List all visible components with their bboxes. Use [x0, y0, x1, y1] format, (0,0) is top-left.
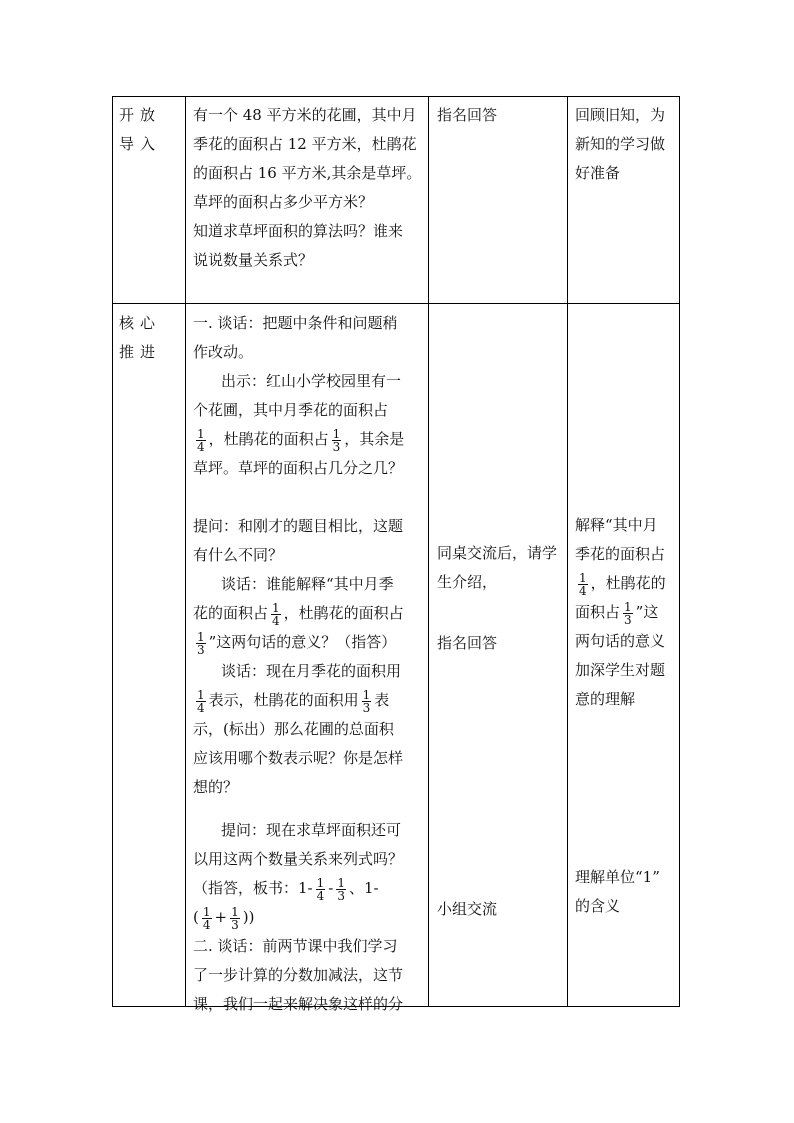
fraction-third: $\frac{1}{3}$	[337, 875, 345, 903]
content-line: 草坪的面积占多少平方米？	[193, 193, 374, 211]
content-line: 应该用哪个数表示呢？你是怎样	[193, 749, 404, 767]
fraction-third: $\frac{1}{3}$	[332, 426, 341, 454]
activity-line: 同桌交流后，请学	[437, 544, 558, 562]
intent-line: $\frac{1}{4}$ ，杜鹃花的	[579, 570, 666, 598]
intent-line: 新知的学习做	[575, 135, 666, 153]
fraction-quarter: $\frac{1}{4}$	[272, 600, 280, 628]
column-divider	[185, 97, 186, 1006]
row-divider	[113, 303, 679, 304]
content-line: 课，我们一起来解决象这样的分	[193, 995, 404, 1013]
content-line: 出示：红山小学校园里有一	[221, 372, 402, 390]
intent-line: 解释“其中月	[575, 516, 658, 534]
content-line: 的面积占 16 平方米,其余是草坪。	[193, 164, 422, 182]
fraction-quarter: $\frac{1}{4}$	[197, 687, 205, 715]
core-content	[193, 309, 427, 1019]
intent-line: 回顾旧知，为	[575, 106, 666, 124]
content-line: 季花的面积占 12 平方米，杜鹃花	[193, 135, 417, 153]
content-line: 花的面积占 $\frac{1}{4}$ ，杜鹃花的面积占	[193, 600, 404, 628]
intent-line: 意的理解	[575, 690, 636, 708]
stage-label-core-advance: 核心推进	[119, 314, 162, 361]
core-student-activity-1	[437, 539, 565, 597]
intent-line: 季花的面积占	[575, 545, 666, 563]
core-student-activity-2: 指名回答	[437, 634, 498, 652]
fraction-third: $\frac{1}{3}$	[362, 687, 371, 715]
fraction-third: $\frac{1}{3}$	[231, 904, 239, 932]
content-line: $\frac{1}{4}$ 表示，杜鹃花的面积用 $\frac{1}{3}$ 表	[197, 687, 390, 715]
content-line: 提问：现在求草坪面积还可	[221, 821, 402, 839]
content-line: （指答，板书：1- $\frac{1}{4}$ - $\frac{1}{3}$ 、1-	[193, 875, 379, 903]
content-line: 草坪。草坪的面积占几分之几？	[193, 459, 404, 477]
intent-line: 加深学生对题	[575, 661, 666, 679]
content-line: 有一个 48 平方米的花圃，其中月	[193, 106, 417, 124]
lesson-plan-table	[112, 96, 680, 1013]
content-line: 示，(标出）那么花圃的总面积	[193, 720, 394, 738]
content-line: 了一步计算的分数加减法，这节	[193, 966, 404, 984]
activity-line: 生介绍，	[437, 573, 498, 591]
intent-line: 两句话的意义	[575, 632, 666, 650]
content-line: $\frac{1}{3}$ ”这两句话的意义？（指答）	[197, 629, 397, 657]
fraction-third: $\frac{1}{3}$	[624, 599, 632, 627]
content-line: 提问：和刚才的题目相比，这题	[193, 517, 404, 535]
content-line: $\frac{1}{4}$ ，杜鹃花的面积占 $\frac{1}{3}$ ，其余是	[197, 426, 405, 454]
fraction-third: $\frac{1}{3}$	[197, 629, 205, 657]
intro-design-intent	[575, 101, 679, 188]
content-line: 知道求草坪面积的算法吗？谁来	[193, 222, 404, 240]
content-line: 一. 谈话：把题中条件和问题稍	[193, 314, 398, 332]
core-student-activity-3: 小组交流	[437, 900, 498, 918]
content-line: 个花圃，其中月季花的面积占	[193, 401, 389, 419]
content-line: 说说数量关系式？	[193, 251, 314, 269]
intro-content	[193, 101, 425, 275]
intent-line: 理解单位“1”	[575, 868, 660, 886]
column-divider	[428, 97, 429, 1006]
content-line: 谈话：现在月季花的面积用	[221, 662, 402, 680]
core-design-intent-1	[575, 511, 679, 714]
content-line: 有什么不同？	[193, 546, 284, 564]
content-line: 以用这两个数量关系来列式吗？	[193, 850, 404, 868]
content-line: 二. 谈话：前两节课中我们学习	[193, 937, 398, 955]
fraction-quarter: $\frac{1}{4}$	[316, 875, 325, 903]
content-line: 谈话：谁能解释“其中月季	[221, 575, 394, 593]
content-line: 作改动。	[193, 343, 254, 361]
core-design-intent-2	[575, 863, 679, 921]
content-line: ( $\frac{1}{4}$ + $\frac{1}{3}$ ))	[193, 904, 255, 932]
content-line: 想的？	[193, 778, 239, 796]
stage-label-open-intro: 开放导入	[119, 106, 162, 153]
intent-line: 面积占 $\frac{1}{3}$ ”这	[575, 599, 659, 627]
fraction-quarter: $\frac{1}{4}$	[579, 570, 587, 598]
intro-student-activity: 指名回答	[437, 106, 498, 124]
fraction-quarter: $\frac{1}{4}$	[202, 904, 211, 932]
intent-line: 的含义	[575, 897, 621, 915]
intent-line: 好准备	[575, 164, 621, 182]
column-divider	[567, 97, 568, 1006]
fraction-quarter: $\frac{1}{4}$	[197, 426, 205, 454]
